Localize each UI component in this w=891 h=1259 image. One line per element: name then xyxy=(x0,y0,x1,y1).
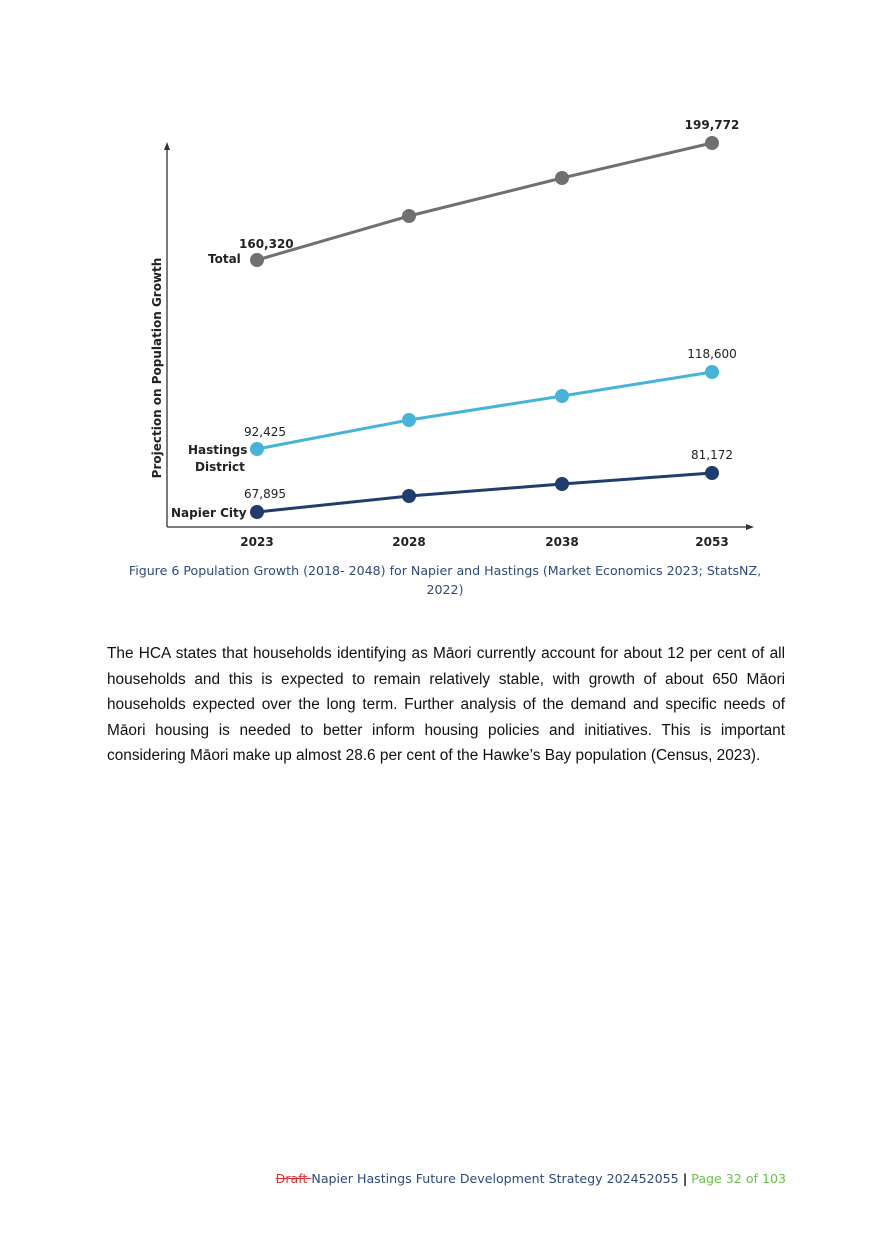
x-tick-labels xyxy=(240,535,728,549)
data-point xyxy=(705,466,719,480)
body-paragraph: The HCA states that households identifying as Māori currently account for about 12 per cent of all households and this is expected to remain relatively stable, with growth of about 650 Māori households expected over the long term. Further analysis of the demand and specific needs of Māori housing is needed to better inform housing policies and initiatives. This is important considering Māori make up almost 28.6 per cent of the Hawke’s Bay population (Census, 2023). xyxy=(107,645,785,765)
series-line xyxy=(257,473,712,512)
data-label: 160,320 xyxy=(239,237,294,251)
series-name-label: Hastings District xyxy=(188,443,248,474)
data-point xyxy=(402,413,416,427)
data-point xyxy=(402,209,416,223)
footer-struck-draft: Draft xyxy=(275,1171,312,1186)
data-point xyxy=(705,365,719,379)
data-point xyxy=(250,253,264,267)
series-line xyxy=(257,143,712,260)
data-point xyxy=(705,136,719,150)
footer-separator: | xyxy=(682,1171,688,1186)
data-point xyxy=(555,389,569,403)
data-point xyxy=(555,477,569,491)
x-tick-label: 2053 xyxy=(695,535,729,549)
data-point xyxy=(402,489,416,503)
y-axis-arrow-icon xyxy=(164,142,170,150)
series-total xyxy=(208,118,739,267)
footer-document-title: Napier Hastings Future Development Strategy 202452055 xyxy=(311,1171,683,1186)
population-growth-chart xyxy=(0,0,891,560)
data-point xyxy=(250,505,264,519)
x-tick-label: 2038 xyxy=(545,535,579,549)
series-hastings-district xyxy=(188,347,737,474)
chart-axes xyxy=(164,142,754,530)
series-napier-city xyxy=(171,448,733,520)
figure-caption-line-2: 2022) xyxy=(426,582,464,597)
x-tick-label: 2023 xyxy=(240,535,274,549)
x-axis-arrow-icon xyxy=(746,524,754,530)
data-label: 199,772 xyxy=(684,118,740,132)
footer-page-number: Page 32 of 103 xyxy=(687,1171,786,1186)
data-point xyxy=(555,171,569,185)
x-tick-label: 2028 xyxy=(392,535,426,549)
figure-caption xyxy=(100,561,790,599)
page-footer xyxy=(276,1171,786,1186)
data-point xyxy=(250,442,264,456)
series-layer xyxy=(171,118,739,520)
series-name-label: Napier City xyxy=(171,506,247,520)
data-label: 81,172 xyxy=(691,448,733,462)
series-line xyxy=(257,372,712,449)
series-name-label: Total xyxy=(208,252,241,266)
y-axis-label: Projection on Population Growth xyxy=(150,257,164,479)
data-label: 92,425 xyxy=(244,425,286,439)
figure-caption-line-1: Figure 6 Population Growth (2018- 2048) for Napier and Hastings (Market Economics 2023; StatsNZ, xyxy=(128,563,762,578)
data-label: 118,600 xyxy=(687,347,737,361)
data-label: 67,895 xyxy=(244,487,286,501)
